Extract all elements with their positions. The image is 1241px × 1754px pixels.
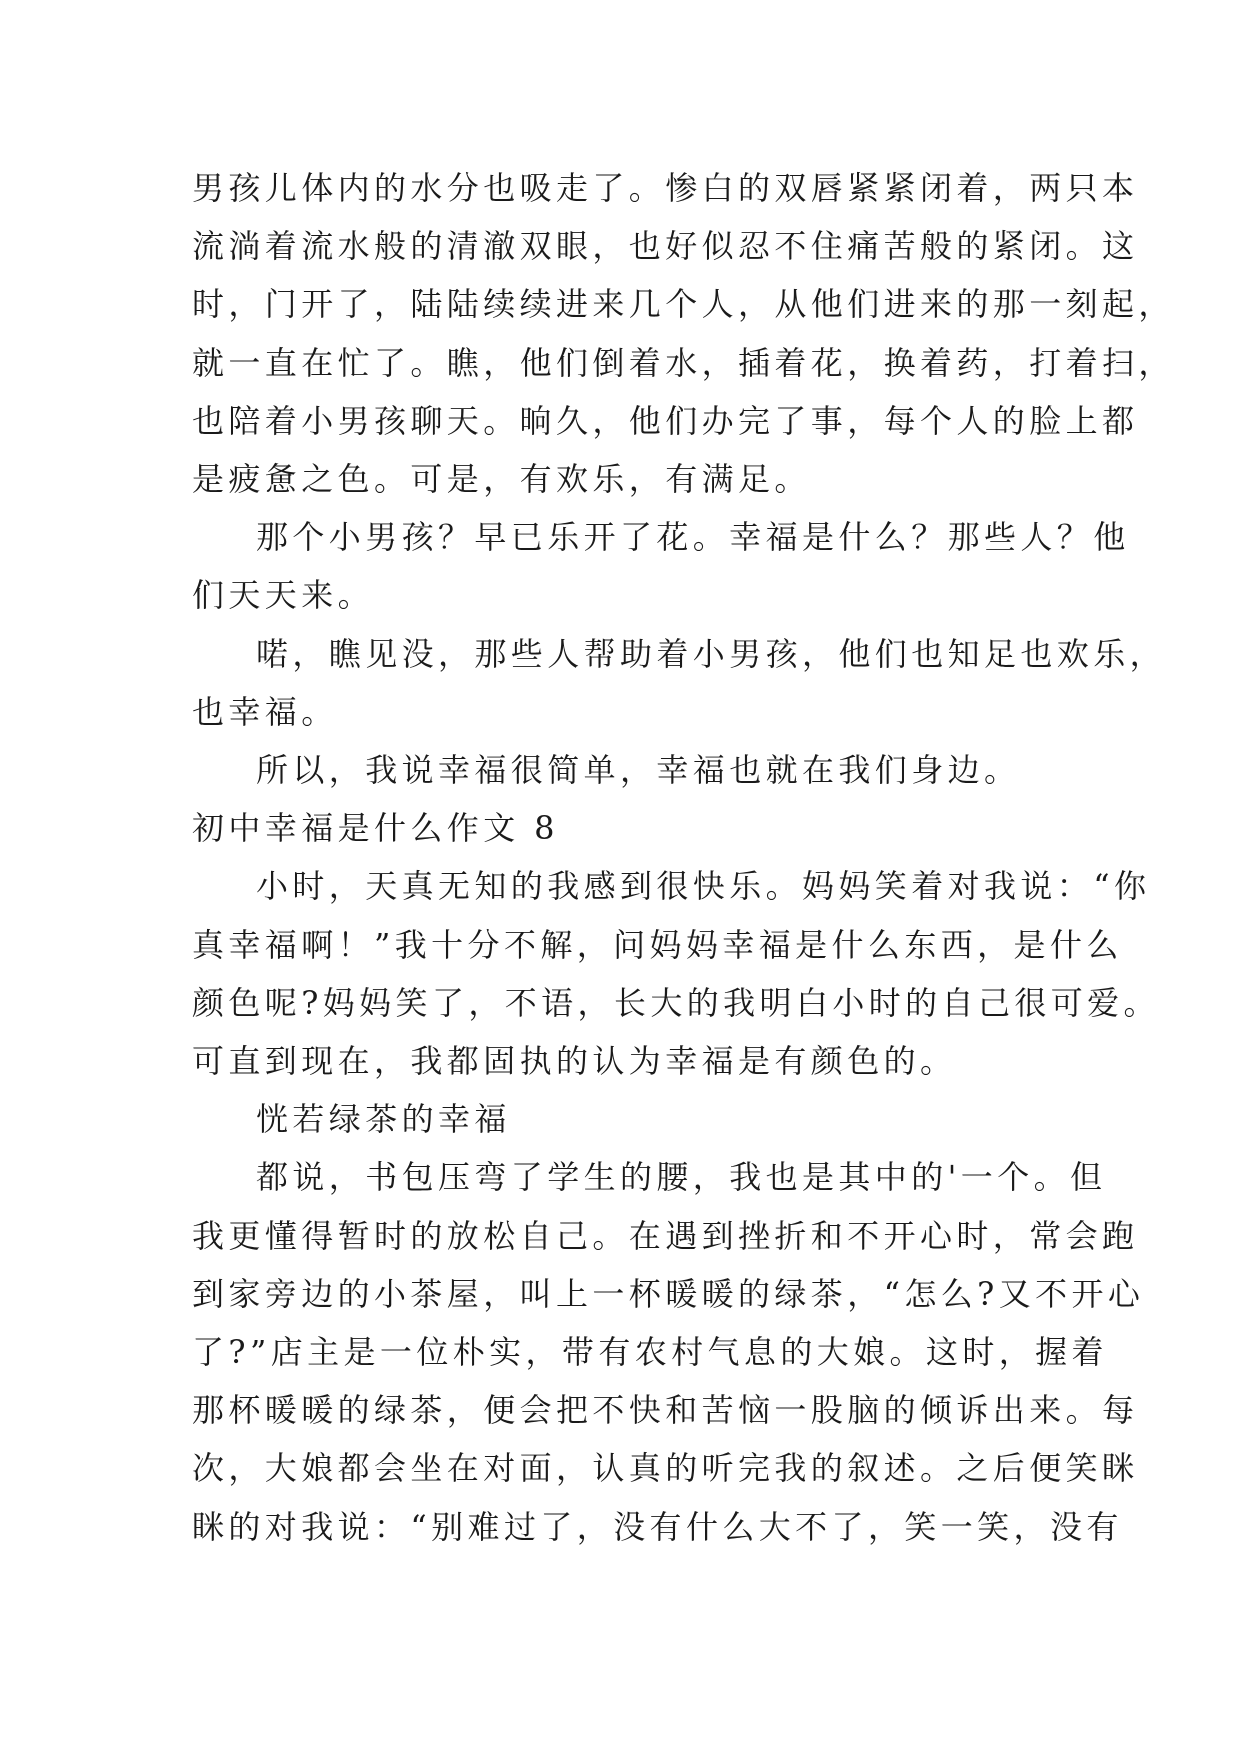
body-text-line: 男孩儿体内的水分也吸走了。惨白的双唇紧紧闭着，两只本 — [192, 169, 1139, 207]
paragraph-start-line: 喏，瞧见没，那些人帮助着小男孩，他们也知足也欢乐， — [256, 635, 1167, 673]
body-text-line: 们天天来。 — [192, 576, 375, 614]
body-text-line: 就一直在忙了。瞧，他们倒着水，插着花，换着药，打着扫， — [192, 344, 1175, 382]
section-heading: 初中幸福是什么作文 8 — [192, 809, 559, 847]
subtitle-line: 恍若绿茶的幸福 — [256, 1100, 511, 1138]
body-text-line: 到家旁边的小茶屋，叫上一杯暖暖的绿茶，“怎么?又不开心 — [192, 1275, 1145, 1313]
paragraph-start-line: 都说，书包压弯了学生的腰，我也是其中的'一个。但 — [256, 1158, 1107, 1196]
body-text-line: 真幸福啊！”我十分不解，问妈妈幸福是什么东西，是什么 — [192, 926, 1123, 964]
body-text-line: 是疲惫之色。可是，有欢乐，有满足。 — [192, 460, 811, 498]
paragraph-start-line: 那个小男孩？早已乐开了花。幸福是什么？那些人？他 — [256, 518, 1130, 556]
body-text-line: 也陪着小男孩聊天。晌久，他们办完了事，每个人的脸上都 — [192, 402, 1139, 440]
paragraph-start-line: 小时，天真无知的我感到很快乐。妈妈笑着对我说：“你 — [256, 867, 1151, 905]
body-text-line: 颜色呢?妈妈笑了，不语，长大的我明白小时的自己很可爱。 — [192, 984, 1160, 1022]
body-text-line: 眯的对我说：“别难过了，没有什么大不了，笑一笑，没有 — [192, 1508, 1123, 1546]
body-text-line: 时，门开了，陆陆续续进来几个人，从他们进来的那一刻起， — [192, 285, 1175, 323]
body-text-line: 可直到现在，我都固执的认为幸福是有颜色的。 — [192, 1042, 957, 1080]
body-text-line: 了?”店主是一位朴实，带有农村气息的大娘。这时，握着 — [192, 1333, 1108, 1371]
body-text-line: 那杯暖暖的绿茶，便会把不快和苦恼一股脑的倾诉出来。每 — [192, 1391, 1139, 1429]
body-text-line: 我更懂得暂时的放松自己。在遇到挫折和不开心时，常会跑 — [192, 1217, 1139, 1255]
body-text-line: 次，大娘都会坐在对面，认真的听完我的叙述。之后便笑眯 — [192, 1449, 1139, 1487]
paragraph-start-line: 所以，我说幸福很简单，幸福也就在我们身边。 — [256, 751, 1021, 789]
body-text-line: 也幸福。 — [192, 693, 338, 731]
body-text-line: 流淌着流水般的清澈双眼，也好似忍不住痛苦般的紧闭。这 — [192, 227, 1139, 265]
